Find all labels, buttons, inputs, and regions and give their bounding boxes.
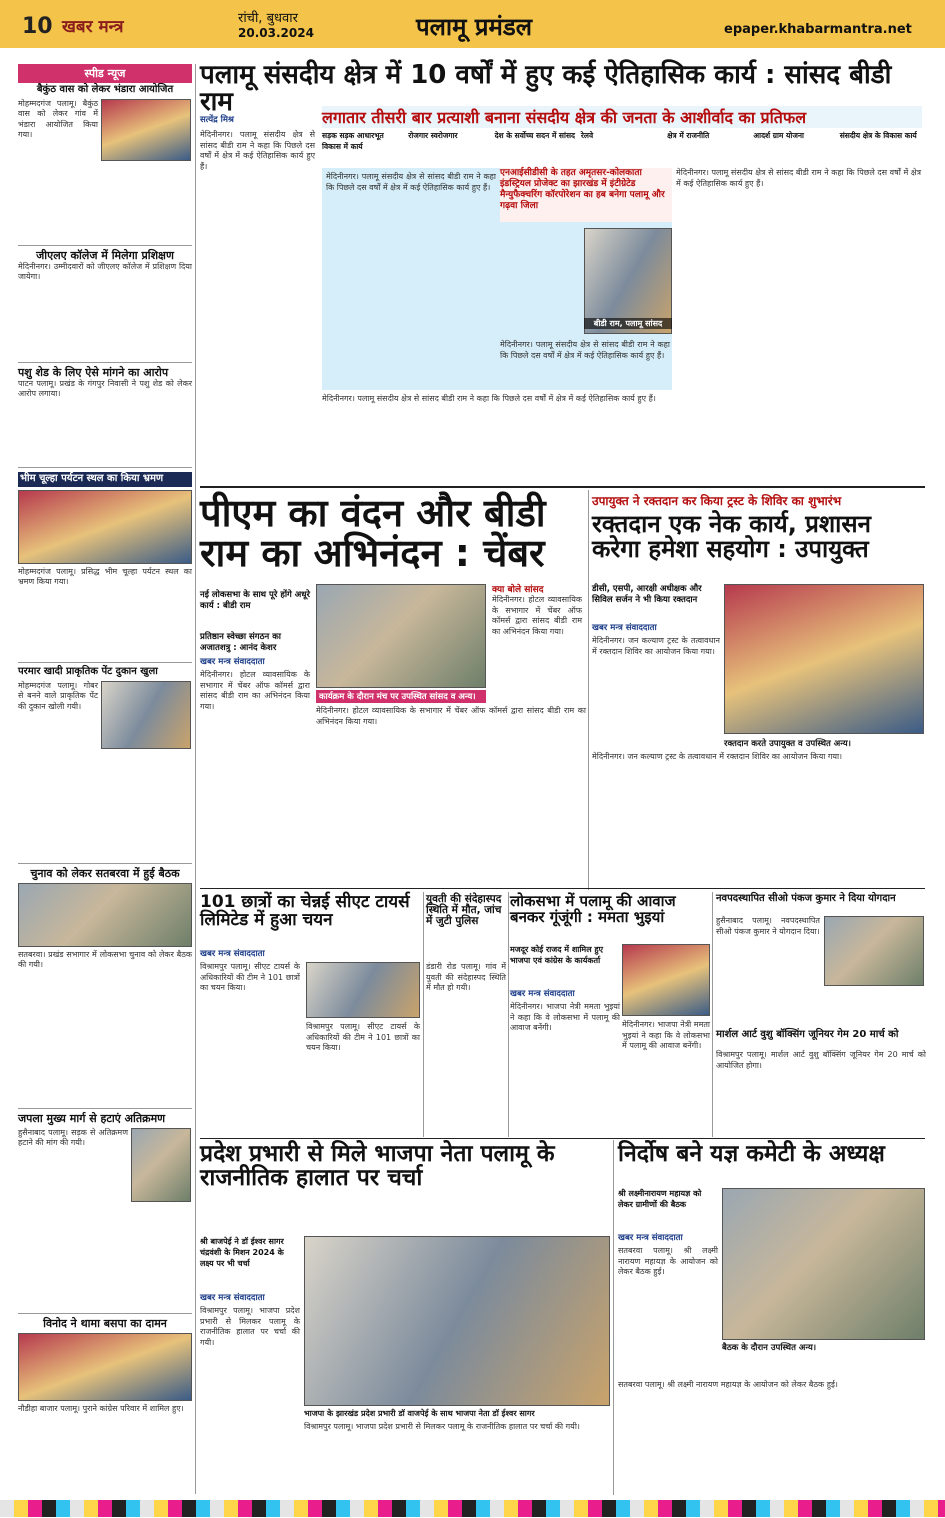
mamta-body: मेदिनीनगर। भाजपा नेत्री ममता भुइयां ने कहा कि वे लोकसभा में पलामू की आवाज बनेंगी। (622, 1020, 710, 1050)
sidebar-text: सतबरवा। प्रखंड सभागार में लोकसभा चुनाव को लेकर बैठक की गयी। (18, 949, 192, 970)
divider (200, 888, 925, 889)
sidebar-item (18, 468, 192, 663)
sidebar-text: मोहम्मदगंज पलामू। प्रसिद्ध भीम चूल्हा पर्यटन स्थल का भ्रमण किया गया। (18, 566, 192, 586)
sidebar-item (18, 1109, 192, 1314)
sidebar-text: पाटन पलामू। प्रखंड के गंगपुर निवासी ने पशु शेड को लेकर आरोप लगाया। (18, 378, 192, 399)
bullet-item: संसदीय क्षेत्र के विकास कार्य (839, 131, 917, 140)
chamber-side-text: मेदिनीनगर। होटल व्यावसायिक के सभागार में चेंबर ऑफ कॉमर्स द्वारा सांसद बीडी राम का अभिनंदन किया गया। (492, 595, 582, 636)
issue-date: 20.03.2024 (238, 26, 314, 40)
sidebar-column (18, 64, 192, 1492)
newspaper-logo: खबर मन्त्र (62, 17, 124, 37)
death-headline: युवती की संदेहास्पद स्थिति में मौत, जांच में जुटी पुलिस (426, 893, 502, 928)
chamber-bullet: प्रतिष्ठान स्वेच्छा संगठन का अजातशत्रु : आनंद केशर (200, 632, 281, 653)
placement-byline: खबर मन्त्र संवाददाता (200, 949, 265, 959)
chamber-caption: कार्यक्रम के दौरान मंच पर उपस्थित सांसद व अन्य। (316, 690, 486, 703)
death-body: डंडारी रोड पलामू। गांव में युवती की संदेहास्पद स्थिति में मौत हो गयी। (426, 962, 506, 992)
sidebar-item (18, 663, 192, 864)
placement-body: विश्रामपुर पलामू। सीएट टायर्स के अधिकारियों की टीम ने 101 छात्रों का चयन किया। (306, 1022, 420, 1052)
sidebar-headline: भीम चूल्हा पर्यटन स्थल का किया भ्रमण (18, 472, 192, 487)
divider (200, 486, 925, 488)
chamber-body: मेदिनीनगर। होटल व्यावसायिक के सभागार में चेंबर ऑफ कॉमर्स द्वारा सांसद बीडी राम का अभिनंदन किया गया। (200, 670, 310, 711)
mamta-byline: खबर मन्त्र संवाददाता (510, 989, 575, 999)
placement-body: विश्रामपुर पलामू। सीएट टायर्स के अधिकारियों की टीम ने 101 छात्रों का चयन किया। (200, 962, 300, 992)
sidebar-text: मोहम्मदगंज पलामू। बैकुंठ वास को लेकर गांव में भंडारा आयोजित किया गया। (18, 98, 98, 139)
yagya-caption: बैठक के दौरान उपस्थित अन्य। (722, 1343, 817, 1353)
mamta-photo (622, 944, 710, 1016)
blood-body: मेदिनीनगर। जन कल्याण ट्रस्ट के तत्वावधान में रक्तदान शिविर का आयोजन किया गया। (592, 752, 843, 761)
sidebar-item (18, 363, 192, 468)
sidebar-headline: बैकुंठ वास को लेकर भंडारा आयोजित (36, 84, 174, 95)
lead-body: मेदिनीनगर। पलामू संसदीय क्षेत्र से सांसद बीडी राम ने कहा कि पिछले दस वर्षों में क्षेत्र में कई ऐतिहासिक कार्य हुए हैं। (500, 340, 670, 360)
column-divider (195, 64, 196, 1494)
lead-body: मेदिनीनगर। पलामू संसदीय क्षेत्र से सांसद बीडी राम ने कहा कि पिछले दस वर्षों में क्षेत्र में कई ऐतिहासिक कार्य हुए हैं। (676, 168, 921, 188)
blood-body: मेदिनीनगर। जन कल्याण ट्रस्ट के तत्वावधान में रक्तदान शिविर का आयोजन किया गया। (592, 636, 720, 656)
column-divider (423, 892, 424, 1137)
news-photo (101, 99, 191, 161)
lead-box-headline: एनआईसीडीसी के तहत अमृतसर-कोलकाता इंडस्ट्रियल प्रोजेक्ट का झारखंड में इंटीग्रेटेड मैन्युफैक्चरिंग कॉरपोरेशन का हब बनेगा पलामू और गढ़वा जिला (500, 168, 672, 222)
column-divider (508, 892, 509, 1137)
yagya-headline: निर्दोष बने यज्ञ कमेटी के अध्यक्ष (618, 1141, 885, 1167)
mamta-bullet: मजदूर कोई राजद में शामिल हुए भाजपा एवं कांग्रेस के कार्यकर्ता (510, 945, 604, 965)
wushu-headline: मार्शल आर्ट वुशु बॉक्सिंग जूनियर गेम 20 मार्च को (716, 1029, 899, 1040)
mamta-body: मेदिनीनगर। भाजपा नेत्री ममता भुइयां ने कहा कि वे लोकसभा में पलामू की आवाज बनेंगी। (510, 1002, 620, 1032)
bjp-body: विश्रामपुर पलामू। भाजपा प्रदेश प्रभारी से मिलकर पलामू के राजनीतिक हालात पर चर्चा की गयी। (304, 1422, 580, 1431)
sidebar-headline: पशु शेड के लिए ऐसे मांगने का आरोप (18, 366, 169, 379)
news-photo (18, 1333, 192, 1401)
lead-body: मेदिनीनगर। पलामू संसदीय क्षेत्र से सांसद बीडी राम ने कहा कि पिछले दस वर्षों में क्षेत्र में कई ऐतिहासिक कार्य हुए हैं। (326, 172, 496, 192)
sidebar-text: मेदिनीनगर। उम्मीदवारों को जीएलए कॉलेज में प्रशिक्षण दिया जायेगा। (18, 261, 192, 282)
blood-byline: खबर मन्त्र संवाददाता (592, 623, 657, 633)
chamber-bullet: नई लोकसभा के साथ पूरे होंगे अधूरे कार्य : बीडी राम (200, 590, 310, 611)
lead-byline: सत्येंद्र मिश्र (200, 115, 234, 125)
chamber-byline: खबर मन्त्र संवाददाता (200, 657, 265, 667)
sidebar-text: मोहम्मदगंज पलामू। गोबर से बनने वाले प्राकृतिक पेंट की दुकान खोली गयी। (18, 680, 98, 711)
sidebar-item (18, 246, 192, 363)
column-divider (588, 490, 589, 890)
bjp-byline: खबर मन्त्र संवाददाता (200, 1293, 265, 1303)
lead-body: मेदिनीनगर। पलामू संसदीय क्षेत्र से सांसद बीडी राम ने कहा कि पिछले दस वर्षों में क्षेत्र में कई ऐतिहासिक कार्य हुए हैं। (322, 394, 656, 403)
sidebar-headline: परमार खादी प्राकृतिक पेंट दुकान खुला (18, 666, 158, 677)
blood-kicker: उपायुक्त ने रक्तदान कर किया ट्रस्ट के शिविर का शुभारंभ (592, 494, 842, 508)
chamber-photo (316, 584, 486, 688)
chamber-side-headline: क्या बोले सांसद (492, 585, 544, 595)
chamber-sidebox (492, 586, 582, 696)
bullet-item: क्षेत्र में राजनीति (667, 131, 710, 140)
blood-bullet: डीसी, एसपी, आरक्षी अधीक्षक और सिविल सर्जन ने भी किया रक्तदान (592, 584, 702, 605)
divider (200, 1138, 925, 1139)
bjp-body: विश्रामपुर पलामू। भाजपा प्रदेश प्रभारी से मिलकर पलामू के राजनीतिक हालात पर चर्चा की गयी। (200, 1306, 300, 1347)
placement-headline: 101 छात्रों का चेन्नई सीएट टायर्स लिमिटेड में हुआ चयन (200, 892, 410, 930)
page-number: 10 (22, 14, 53, 39)
lead-body: मेदिनीनगर। पलामू संसदीय क्षेत्र से सांसद बीडी राम ने कहा कि पिछले दस वर्षों में क्षेत्र में कई ऐतिहासिक कार्य हुए हैं। (200, 130, 315, 171)
sidebar-item (18, 1314, 192, 1518)
column-divider (712, 892, 713, 1137)
sidebar-text: हुसैनाबाद पलामू। सड़क से अतिक्रमण हटाने की मांग की गयी। (18, 1127, 128, 1148)
yoga-headline: नवपदस्थापित सीओ पंकज कुमार ने दिया योगदान (716, 893, 896, 904)
sidebar-item (18, 83, 192, 246)
sidebar-text: नौडीहा बाजार पलामू। पुराने कांग्रेस परिवार में शामिल हुए। (18, 1403, 184, 1413)
news-photo (18, 490, 192, 564)
column-divider (613, 1140, 614, 1495)
sidebar-headline: विनोद ने थामा बसपा का दामन (43, 1317, 167, 1330)
bullet-item: रेलवे (580, 131, 594, 140)
lead-bullets (322, 130, 922, 164)
bullet-item: आदर्श ग्राम योजना (753, 131, 804, 140)
blood-caption: रक्तदान करते उपायुक्त व उपस्थित अन्य। (724, 739, 851, 749)
sidebar-headline: जपला मुख्य मार्ग से हटाएं अतिक्रमण (18, 1112, 166, 1125)
wushu-body: विश्रामपुर पलामू। मार्शल आर्ट वुशु बॉक्सिंग जूनियर गेम 20 मार्च को आयोजित होगा। (716, 1050, 926, 1070)
section-title: पलामू प्रमंडल (416, 13, 532, 41)
blood-headline: रक्तदान एक नेक कार्य, प्रशासन करेगा हमेशा सहयोग : उपायुक्त (592, 510, 871, 564)
sidebar-headline: जीएलए कॉलेज में मिलेगा प्रशिक्षण (36, 249, 174, 262)
yoga-photo (824, 916, 924, 986)
yagya-byline: खबर मन्त्र संवाददाता (618, 1233, 683, 1243)
news-photo (18, 883, 192, 947)
yoga-body: हुसैनाबाद पलामू। नवपदस्थापित सीओ पंकज कुमार ने योगदान दिया। (716, 916, 820, 936)
bullet-item: देश के सर्वोच्च सदन में सांसद (494, 131, 575, 140)
news-photo (131, 1128, 191, 1202)
lead-headline: पलामू संसदीय क्षेत्र में 10 वर्षों में हुए कई ऐतिहासिक कार्य : सांसद बीडी राम (200, 60, 892, 118)
chamber-body: मेदिनीनगर। होटल व्यावसायिक के सभागार में चेंबर ऑफ कॉमर्स द्वारा सांसद बीडी राम का अभिनंदन किया गया। (316, 706, 586, 726)
news-photo (101, 681, 191, 749)
mamta-headline: लोकसभा में पलामू की आवाज बनकर गूंजूंगी : ममता भुइयां (510, 892, 676, 926)
yagya-photo (722, 1188, 925, 1340)
place-day: रांची, बुधवार (238, 11, 298, 26)
bullet-item: सड़क सड़क आधारभूत विकास में कार्य (322, 131, 384, 151)
bjp-photo (304, 1236, 610, 1406)
chamber-headline: पीएम का वंदन और बीडी राम का अभिनंदन : चेंबर (200, 491, 546, 575)
blood-photo (724, 584, 924, 734)
footer-color-strip (0, 1500, 945, 1517)
portrait-caption: बीडी राम, पलामू सांसद (584, 318, 672, 329)
yagya-body: सतबरवा पलामू। श्री लक्ष्मी नारायण महायज्ञ के आयोजन को लेकर बैठक हुई। (618, 1380, 838, 1389)
bjp-headline: प्रदेश प्रभारी से मिले भाजपा नेता पलामू के राजनीतिक हालात पर चर्चा (200, 1141, 555, 1192)
yagya-body: सतबरवा पलामू। श्री लक्ष्मी नारायण महायज्ञ के आयोजन को लेकर बैठक हुई। (618, 1246, 718, 1276)
sidebar-headline: चुनाव को लेकर सतबरवा में हुई बैठक (30, 867, 180, 880)
lead-subhead: लगातार तीसरी बार प्रत्याशी बनाना संसदीय क्षेत्र की जनता के आशीर्वाद का प्रतिफल (322, 106, 922, 128)
sidebar-item (18, 864, 192, 1109)
epaper-link[interactable]: epaper.khabarmantra.net (724, 22, 912, 37)
bjp-bullet: श्री बाजपेई ने डॉ ईश्वर सागर चंद्रवंशी के मिशन 2024 के लक्ष्य पर भी चर्चा (200, 1237, 284, 1268)
bullet-item: रोजगार स्वरोजगार (408, 131, 458, 140)
bjp-caption: भाजपा के झारखंड प्रदेश प्रभारी डॉ वाजपेई के साथ भाजपा नेता डॉ ईश्वर सागर (304, 1409, 535, 1418)
sidebar-label: स्पीड न्यूज (18, 64, 192, 83)
placement-photo (306, 962, 420, 1018)
yagya-bullet: श्री लक्ष्मीनारायण महायज्ञ को लेकर ग्रामीणों की बैठक (618, 1189, 702, 1209)
